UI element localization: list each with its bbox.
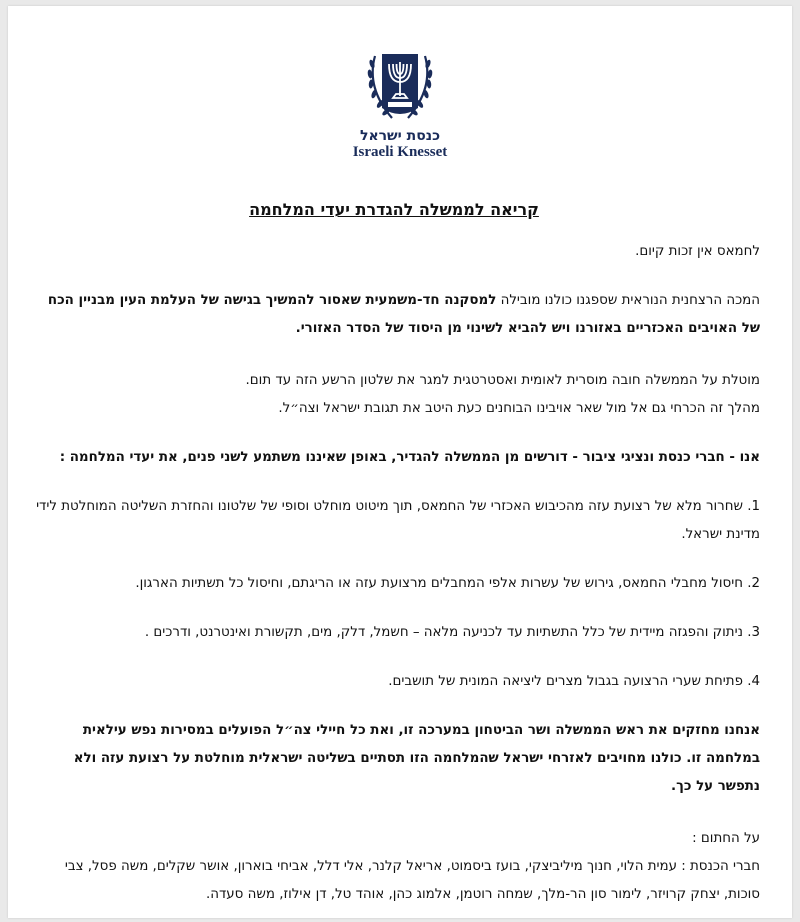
goal-item-3: 3. ניתוק והפגזה מיידית של כלל התשתיות עד לכניעה מלאה – חשמל, דלק, מים, תקשורת ואינטרנט, ודרכים .	[144, 625, 760, 640]
signatories-names: עמית הלוי, חנוך מיליביצקי, בועז ביסמוט, אריאל קלנר, אלי דלל, אביחי בוארון, אושר שקלים, משה פסל, צבי סוכות, יצחק קרויזר, לימור סון הר-מלך, שמחה רוטמן, אלמוג כהן, אוהד טל, דן אילוז, משה סעדה.	[64, 859, 760, 902]
signatories-heading: על החתום :	[692, 831, 760, 846]
paragraph-3-line-1: מוטלת על הממשלה חובה מוסרית לאומית ואסטרטגית למגר את שלטון הרשע הזה עד תום.	[245, 373, 760, 388]
org-name-english: Israeli Knesset	[352, 144, 448, 160]
goal-item-2: 2. חיסול מחבלי החמאס, גירוש של עשרות אלפי המחבלים מרצועת עזה או הריגתם, וחיסול כל תשתיות הארגון.	[135, 576, 760, 591]
closing-paragraph: אנחנו מחזקים את ראש הממשלה ושר הביטחון במערכה זו, ואת כל חיילי צה״ל הפועלים במסירות נפש עילאית במלחמה זו. כולנו מחויבים לאזרחי ישראל שהמלחמה הזו תסתיים בשליטה ישראלית מוחלטת על רצועת עזה ולא נתפשר על כך.	[73, 723, 760, 794]
menorah-emblem-icon	[362, 48, 438, 126]
paragraph-1: לחמאס אין זכות קיום.	[635, 244, 760, 259]
paragraph-2-bold: למסקנה חד-משמעית שאסור להמשיך בגישה של העלמת העין מבניין הכח של האויבים האכזריים באזורנו ויש להביא לשינוי מן היסוד של הסדר האזורי.	[47, 293, 760, 336]
paragraph-2	[28, 287, 760, 343]
org-name-hebrew: כנסת ישראל	[359, 128, 441, 144]
goal-item-1: 1. שחרור מלא של רצועת עזה מהכיבוש האכזרי של החמאס, תוך מיטוט מוחלט וסופי של שלטונו והחזרת השליטה המוחלטת לידי מדינת ישראל.	[36, 499, 760, 542]
document-page	[8, 6, 792, 918]
goal-item-4: 4. פתיחת שערי הרצועה בגבול מצרים ליציאה המונית של תושבים.	[388, 674, 760, 689]
letterhead	[8, 48, 792, 161]
document-title: קריאה לממשלה להגדרת יעדי המלחמה	[249, 200, 539, 219]
paragraph-3-line-2: מהלך זה הכרחי גם אל מול שאר אויבינו הבוחנים כעת היטב את תגובת ישראל וצה״ל.	[278, 401, 760, 416]
letter-body	[28, 196, 760, 909]
demands-intro: אנו - חברי כנסת ונציגי ציבור - דורשים מן הממשלה להגדיר, באופן שאיננו משתמע לשני פנים, את יעדי המלחמה :	[59, 450, 760, 465]
signatories-list	[28, 853, 760, 909]
signatories-label: חברי הכנסת :	[676, 859, 760, 874]
paragraph-2-normal: המכה הרצחנית הנוראית שספגנו כולנו מובילה	[496, 293, 760, 308]
